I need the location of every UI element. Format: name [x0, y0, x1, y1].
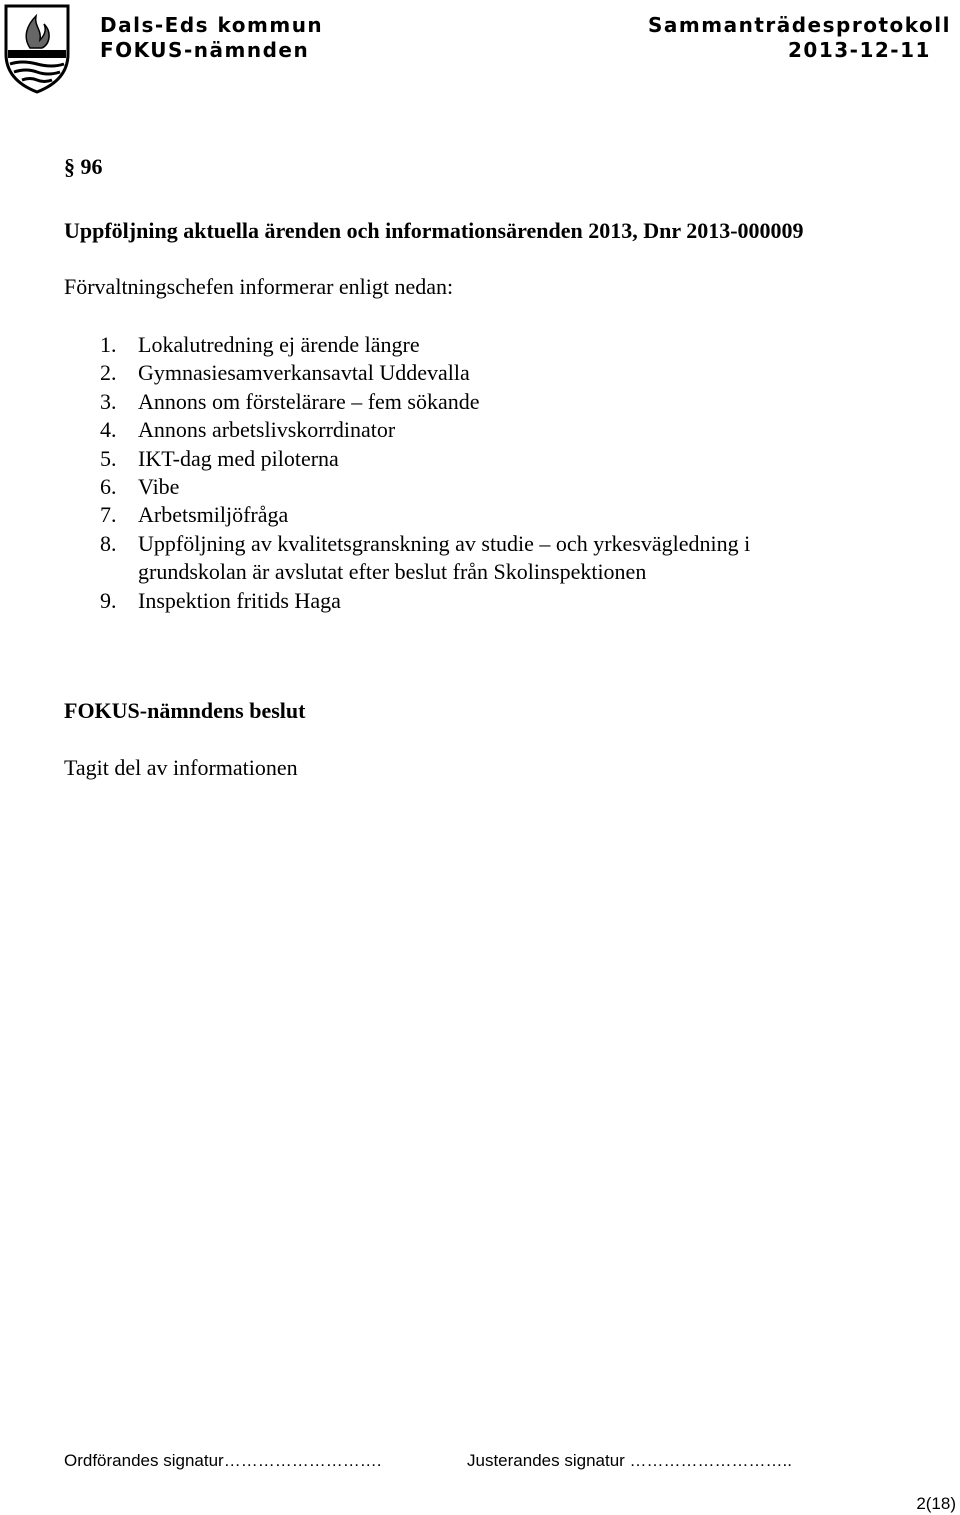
- list-item: [100, 473, 860, 501]
- list-item-number: 4.: [100, 417, 117, 443]
- list-item-text: Vibe: [138, 474, 180, 500]
- list-item-number: 7.: [100, 502, 117, 528]
- decision-heading: FOKUS-nämndens beslut: [64, 698, 306, 723]
- list-item: [100, 501, 860, 529]
- list-item-text: Lokalutredning ej ärende längre: [138, 332, 420, 357]
- list-item: [100, 530, 860, 587]
- list-item: [100, 445, 860, 473]
- list-item-text: Annons arbetslivskorrdinator: [138, 417, 396, 443]
- adjuster-signature-line: Justerandes signatur ………………………..: [467, 1451, 792, 1470]
- section-title: Uppföljning aktuella ärenden och informationsärenden 2013, Dnr 2013-000009: [64, 218, 804, 243]
- page-number: 2(18): [916, 1494, 956, 1513]
- municipality-crest-icon: [2, 2, 72, 94]
- info-items-list: [100, 331, 860, 615]
- list-item-text: IKT-dag med piloterna: [138, 445, 339, 471]
- list-item-text: Arbetsmiljöfråga: [138, 502, 289, 528]
- list-item: [100, 587, 860, 615]
- chair-signature-line: Ordförandes signatur……………………….: [64, 1451, 382, 1470]
- list-item: [100, 331, 860, 359]
- meeting-date: 2013-12-11: [788, 38, 931, 62]
- list-item-number: 3.: [100, 388, 117, 414]
- list-item-text: Uppföljning av kvalitetsgranskning av studie – och yrkesvägledning i grundskolan är avslutat efter beslut från Skolinspektionen: [138, 530, 751, 585]
- document-type: Sammanträdesprotokoll: [648, 13, 951, 37]
- org-name: Dals-Eds kommun: [100, 13, 324, 37]
- list-item-number: 2.: [100, 360, 117, 386]
- list-item: [100, 416, 860, 444]
- list-item-number: 1.: [100, 332, 117, 357]
- list-item-text: Inspektion fritids Haga: [138, 587, 341, 613]
- decision-text: Tagit del av informationen: [64, 755, 298, 780]
- list-item-number: 8.: [100, 530, 117, 556]
- committee-name: FOKUS-nämnden: [100, 38, 310, 62]
- list-item: [100, 359, 860, 387]
- section-number: § 96: [64, 154, 103, 179]
- list-item-text: Gymnasiesamverkansavtal Uddevalla: [138, 360, 470, 386]
- list-item: [100, 388, 860, 416]
- list-item-number: 5.: [100, 445, 117, 471]
- list-item-number: 9.: [100, 587, 117, 613]
- section-intro: Förvaltningschefen informerar enligt nedan:: [64, 274, 454, 299]
- list-item-text: Annons om förstelärare – fem sökande: [138, 388, 480, 414]
- list-item-number: 6.: [100, 474, 117, 500]
